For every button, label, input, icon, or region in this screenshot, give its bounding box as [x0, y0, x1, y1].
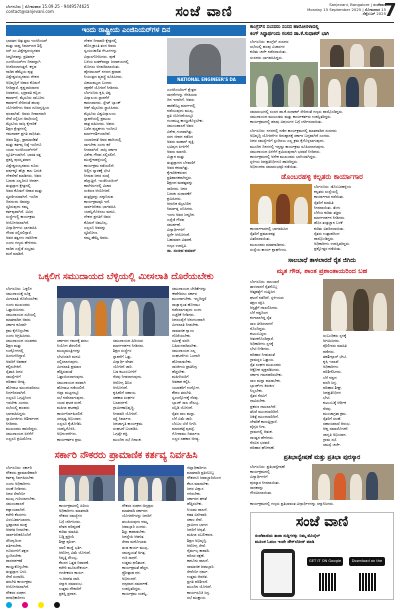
photo-person: [95, 301, 107, 336]
photo-person: [303, 77, 314, 107]
stage-banner: [118, 465, 184, 476]
page-number: 7: [384, 2, 397, 20]
photo-person: [350, 474, 362, 500]
story4-column-1: ಬೆಂಗಳೂರು: ಒಕ್ಕಲಿಗ ಸಮುದಾಯಕ್ಕೆ ಸೂಕ್ತ ಮೀಸಲಾತಿ ದೊರೆಯಬೇಕು ಎಂದು ಮುಖಂಡರು ಒತ್ತಾಯಿಸಿದರು. ಸಮುದಾಯದ ಸಭೆಯಲ್ಲಿ ಮಾತನಾಡಿದ ಅವರು ಸರ್ಕಾರ ಕೂಡಲೇ ಕ್ರಮ ಕೈಗೊಳ್ಳಬೇಕು ಎಂದು ಆಗ್ರಹಿಸಿದರು. ಸಮುದಾಯದ ಯುವಕರು ಶಿಕ್ಷಣ ಮತ್ತು ಉದ್ಯೋಗದಲ್ಲಿ ಹಿಂದುಳಿದಿದ್ದಾರೆ. ಅವರಿಗೆ ಅವಕಾಶ ಕಲ್ಪಿಸಬೇಕಿದೆ. ರೈತಾಪಿ ಜನರ ಸಮಸ್ಯೆಗಳಿಗೆ ಪರಿಹಾರ ಅಗತ್ಯ. ಹೋರಾಟ ಮುಂದುವರಿಸಲು ನಿರ್ಧರಿಸಲಾಗಿದೆ. ಎಲ್ಲರೂ ಒಗ್ಗಟ್ಟಿನಿಂದ ಇರಬೇಕು ಎಂದರು. ಸಭೆಯಲ್ಲಿ ಹಲವರು ಭಾಗವಹಿಸಿದ್ದರು. ಸ್ವಾಮೀಜಿಗಳು ಆಶೀರ್ವಚನ ನೀಡಿದರು. ಮುಖಂಡರು ಹಾಜರಿದ್ದರು. ಸಮುದಾಯದ ಏಳಿಗೆಗೆ ಎಲ್ಲರೂ ಶ್ರಮಿಸೋಣ.: [6, 286, 40, 442]
story5-photo: [323, 279, 394, 331]
story6-photo-2: [118, 465, 184, 501]
story4-photo: [57, 286, 169, 336]
photo-person: [364, 78, 377, 107]
story6-column-1: ಬೆಂಗಳೂರು: ಸರ್ಕಾರಿ ನೌಕರರು ಪ್ರಾಮಾಣಿಕವಾಗಿ ಕರ್ತವ್ಯ ನಿರ್ವಹಿಸಬೇಕು ಎಂದು ಅಧಿಕಾರಿಗಳು ಸಲಹೆ ನೀಡಿದರು. ಜನರ ಸೇವೆಯೇ ಮುಖ್ಯ ಗುರಿಯಾಗಬೇಕು. ಸಮಯಪಾಲನೆ ಕಡ್ಡಾಯವಾಗಿದೆ. ಕಚೇರಿ ಕೆಲಸಗಳು ವಿಳಂಬವಾಗಬಾರದು. ಭ್ರಷ್ಟಾಚಾರ ಮುಕ್ತ ಆಡಳಿತ ನೀಡಬೇಕು. ಸಾರ್ವಜನಿಕರೊಂದಿಗೆ ಸೌಜನ್ಯದಿಂದ ವರ್ತಿಸಬೇಕು. ದೂರುಗಳಿಗೆ ತಕ್ಷಣ ಸ್ಪಂದಿಸಬೇಕು. ಪಾರದರ್ಶಕತೆ ಕಾಯ್ದುಕೊಳ್ಳಬೇಕು. ತಂತ್ರಜ್ಞಾನ ಬಳಸಿ ಸೇವೆ ಸುಧಾರಿಸಿ. ತರಬೇತಿ ಕಾರ್ಯಕ್ರಮ ಆಯೋಜಿಸಲಾಗಿದೆ. ನೌಕರರ ಸಂಘದ ಪದಾಧಿಕಾರಿಗಳು: [6, 465, 37, 600]
ad-logo: ಸಂಜೆ ವಾಣಿ: [295, 514, 349, 530]
photo-person: [143, 302, 155, 336]
story1-column-1: ಭಾರತದ ಅತ್ಯುತ್ತಮ ಇಂಜಿನಿಯರ್ ಮತ್ತು ರಾಷ್ಟ್ರ ನಿರ್ಮಾಣದ ಶಿಲ್ಪಿ ಸರ್ ಎಂ.ವಿಶ್ವೇಶ್ವರಯ್ಯನವರ ಜನ್ಮದಿನವನ್ನು ಪ್ರತಿವರ್ಷ ಎಂಜಿನಿಯರ್‌ಗಳ ದಿನವನ್ನಾಗಿ ಆಚರಿಸಲಾಗುತ್ತದೆ. ಕನ್ನಡ ನಾಡಿನ ಹೆಮ್ಮೆಯ ಪುತ್ರ ವಿಶ್ವೇಶ್ವರಯ್ಯನವರು ದೇಶದ ಅಭಿವೃದ್ಧಿಗೆ ಅಪಾರ ಕೊಡುಗೆ ನೀಡಿದ್ದಾರೆ. ಕೃಷ್ಣರಾಜಸಾಗರ ಜಲಾಶಯ, ಭದ್ರಾವತಿ ಕಬ್ಬಿಣ ಕಾರ್ಖಾನೆ, ಮೈಸೂರು ಸಾಬೂನು ಕಾರ್ಖಾನೆ ಸೇರಿದಂತೆ ಹಲವು ಯೋಜನೆಗಳು ಅವರ ದೂರದೃಷ್ಟಿಯ ಫಲವಾಗಿವೆ. ಅವರು ದೀವಾನರಾಗಿ ಸೇವೆ ಸಲ್ಲಿಸಿದ ಅವಧಿಯಲ್ಲಿ ಮೈಸೂರು ರಾಜ್ಯ ಕೈಗಾರಿಕೆ ಶಿಕ್ಷಣ ಕ್ಷೇತ್ರಗಳಲ್ಲಿ ಗಮನಾರ್ಹ ಪ್ರಗತಿ ಸಾಧಿಸಿತು. ಅವರ ಶಿಸ್ತು, ಪ್ರಾಮಾಣಿಕತೆ ಮತ್ತು ಕರ್ತವ್ಯ ನಿಷ್ಠೆ ಇಂದಿಗೂ ಯುವ ಇಂಜಿನಿಯರ್‌ಗಳಿಗೆ ಸ್ಫೂರ್ತಿಯಾಗಿದೆ. ಭಾರತ ರತ್ನ ಪ್ರಶಸ್ತಿ ಪುರಸ್ಕೃತರಾದ ವಿಶ್ವೇಶ್ವರಯ್ಯನವರು ನೂರು ವರ್ಷಕ್ಕೂ ಹೆಚ್ಚು ಕಾಲ ಬದುಕಿ ದೇಶಸೇವೆ ಮಾಡಿದರು. ಅವರ ಬದುಕು ಎಲ್ಲರಿಗೂ ಆದರ್ಶ. ತಂತ್ರಜ್ಞಾನ ಕ್ಷೇತ್ರದಲ್ಲಿ ಅವರ ಕೊಡುಗೆ ಅಪಾರ ಮತ್ತು ಸ್ಮರಣೀಯವಾಗಿದೆ. ಇಂದಿನ ದಿನದಂದು ಅವರನ್ನು ಸ್ಮರಿಸುವುದು ನಮ್ಮ ಕರ್ತವ್ಯವಾಗಿದೆ. ವಿವಿಧ ಸಂಸ್ಥೆಗಳಲ್ಲಿ ಕಾರ್ಯಕ್ರಮ ಆಯೋಜಿಸಲಾಗಿದೆ. ವಿದ್ಯಾರ್ಥಿಗಳು ಭಾಗವಹಿಸಿ ಗೌರವ ಸಲ್ಲಿಸಲಿದ್ದಾರೆ. ಅವರ ತತ್ವಗಳು ದಾರಿದೀಪ ಎಂದು ಗಣ್ಯರು ಹೇಳಿದರು. ನಾಡಿನ ಎಲ್ಲೆಡೆ ಸಂಭ್ರಮ ಮನೆ ಮಾಡಿದೆ.: [6, 38, 50, 256]
photo-person: [258, 196, 272, 224]
google-play-button[interactable]: GET IT ON Google Play: [308, 559, 342, 572]
photo-person: [272, 74, 284, 107]
qr-code-icon: [359, 573, 377, 591]
story1-column-3: ಎಂಜಿನಿಯರಿಂಗ್ ಕ್ಷೇತ್ರದ ಸಾಧನೆಗಳನ್ನು ನೆನಪಿಸುವ ದಿನ ಇದಾಗಿದೆ. ಅವರು ಹಾಕಿಕೊಟ್ಟ ಮಾರ್ಗದಲ್ಲಿ ನಡೆಯುವುದು ಮುಖ್ಯ. ಪ್ರತಿ ಯೋಜನೆಯಲ್ಲೂ ಗುಣಮಟ್ಟ ಕಾಯ್ದುಕೊಳ್ಳಬೇಕು. ಸಮಯಪಾಲನೆ ಅವರ ವಿಶೇಷ ಗುಣವಾಗಿತ್ತು. ಸರಳ ಜೀವನ ನಡೆಸಿದ ಅವರು ಮಹಾನ್ ವ್ಯಕ್ತಿ. ಭವಿಷ್ಯದ ಪೀಳಿಗೆಗೆ ಅವರು ಮಾದರಿ. ವಿಜ್ಞಾನ ಮತ್ತು ತಂತ್ರಜ್ಞಾನದ ಬೆಳವಣಿಗೆ ಅವರ ಕನಸಾಗಿತ್ತು. ಕೈಗಾರಿಕೀಕರಣದ ಪ್ರತಿಪಾದಕರಾಗಿದ್ದರು. ಶಿಕ್ಷಣದ ಮಹತ್ವವನ್ನು ಸಾರಿದರು. ಜನರ ಬದುಕು ಸುಧಾರಣೆಗೆ ಶ್ರಮಿಸಿದರು. ಆಧುನಿಕ ಮೈಸೂರಿನ ನಿರ್ಮಾತೃ ಎನಿಸಿದರು. ಇಂದು ಅವರ ಜನ್ಮದಿನ. ಎಲ್ಲೆಡೆ ಗೌರವ ಸಮರ್ಪಣೆ. ವಿದ್ಯಾರ್ಥಿಗಳಿಗೆ ಸ್ಪರ್ಧೆ ಆಯೋಜನೆ. ಬಹುಮಾನ ವಿತರಣೆ. ಗಣ್ಯರ ಉಪಸ್ಥಿತಿ. ಡಾ. ಸಂಜೀವ ಕುಮಾರ್: [167, 87, 246, 270]
story6-headline: ಸರ್ಕಾರಿ ನೌಕರರು ಪ್ರಾಮಾಣಿಕ ಕರ್ತವ್ಯ ನಿರ್ವಹಿಸಿ: [6, 449, 246, 463]
story2-photo-1: [320, 39, 394, 67]
story3-column-right: ಬೆಂಗಳೂರು: ಡೊಂಬರಹಳ್ಳಿಯ ಕಲ್ಪತರು ಸಂಸ್ಥೆಯಲ್ಲಿ ಕಾರ್ಯಾಗಾರ ನಡೆಯಿತು. ರೈತರಿಗೆ ಮಾಹಿತಿ ನೀಡಲಾಯಿತು. ತೆಂಗು ಬೆಳೆಯ ಕುರಿತು ತಜ್ಞರು ಮಾರ್ಗದರ್ಶನ ನೀಡಿದರು. ಹೊಸ ತಂತ್ರಜ್ಞಾನ ಬಳಕೆ ಕುರಿತು ವಿವರಿಸಲಾಯಿತು. ರೈತರು ಉತ್ಸಾಹದಿಂದ ಪಾಲ್ಗೊಂಡಿದ್ದರು. ಅಧಿಕಾರಿಗಳು ಉಪಸ್ಥಿತರಿದ್ದರು. ಪ್ರಶ್ನೋತ್ತರ ನಡೆಯಿತು.: [314, 184, 351, 252]
photo-person: [111, 299, 123, 336]
magenta-mark: [22, 602, 28, 608]
qr-code-icon: [319, 573, 337, 591]
ad-line-1: ಸಂಜೆವಾಣಿಯ ತಾಜಾ ಸುದ್ದಿಗಳನ್ನು ನಿಮ್ಮ ಮೊಬೈಲ್: [255, 533, 321, 538]
story1-headline: ಇಂದು ರಾಷ್ಟ್ರೀಯ ಎಂಜಿನಿಯರ್‌ಗಳ ದಿನ: [6, 25, 246, 36]
story3-headline: ಡೊಂಬರಹಳ್ಳಿ ಕಲ್ಪತರು ಕಾರ್ಯಾಗಾರ: [250, 172, 394, 182]
photo-person: [353, 289, 369, 331]
photo-person: [373, 293, 387, 331]
black-mark: [54, 602, 60, 608]
photo-person: [127, 301, 139, 336]
photo-person: [366, 472, 378, 500]
photo-person: [350, 44, 364, 67]
photo-person: [152, 478, 162, 501]
story3-photo: [250, 184, 312, 224]
story3-column-left: ಕಾರ್ಯಾಗಾರದಲ್ಲಿ ಭಾಗವಹಿಸಿದ ರೈತರಿಗೆ ಪ್ರಮಾಣಪತ್ರ ವಿತರಿಸಲಾಯಿತು. ಮುಖಂಡರು ಮಾತನಾಡಿದರು. ಸಂಸ್ಥೆಯ ಕಾರ್ಯ ಶ್ಲಾಘನೀಯ.: [250, 226, 288, 252]
story2-kicker: ಕಾಂಗ್ರೆಸ್‌ನ ಸಂಸದರು ಸಂಸದ ಹಾರೋಬಿಳಾದಲ್ಲಿ: [250, 25, 319, 30]
story4-headline: ಒಕ್ಕಲಿಗ ಸಮುದಾಯದ ಬೆಳ್ಳಿಯಲ್ಲಿ ಮೀಸಲಾತಿ ದೊರೆಯಬೇಕು: [6, 271, 246, 284]
photo-person: [166, 477, 176, 501]
masthead-rule: [6, 22, 394, 23]
photo-person: [79, 476, 89, 501]
story6-column-3: ನೌಕರರ ಸಂಘದ ಅಧ್ಯಕ್ಷರು ಮಾತನಾಡಿ ಸರ್ಕಾರದ ಯೋಜನೆಗಳನ್ನು ಜನರಿಗೆ ತಲುಪಿಸುವುದು ನಮ್ಮ ಜವಾಬ್ದಾರಿ ಎಂದರು. ಶಿಸ್ತು ಕಾಪಾಡಬೇಕು. ಜನಸ್ನೇಹಿ ಆಡಳಿತ. ಸೇವಾ ಮನೋಭಾವ. ತಂಡ ಕಾರ್ಯ ಮುಖ್ಯ. ಸಮನ್ವಯತೆ ಅಗತ್ಯ. ಗುರಿ ಸಾಧನೆ. ಉತ್ತಮ ಫಲಿತಾಂಶ. ಕಾರ್ಯಕ್ಷಮತೆ ಹೆಚ್ಚಳ. ಪ್ರೋತ್ಸಾಹ ಧನ. ಅಭಿನಂದನೆ. ಧನ್ಯವಾದ ಸಮರ್ಪಣೆ. ಉಪಸ್ಥಿತರಿದ್ದರು. ಕಾರ್ಯಕ್ರಮ ಯಶಸ್ವಿ.: [122, 503, 154, 597]
story7-headline: ಪ್ರತಿಭಾನ್ವೇಷಣೆ ಮತ್ತು ಪ್ರತಿಭಾ ಪುರಸ್ಕಾರ: [283, 454, 361, 461]
photo-person: [331, 291, 347, 331]
story6-photo-1: [59, 465, 115, 501]
masthead-right: [300, 3, 386, 17]
story7-photo: [312, 464, 394, 500]
app-store-button[interactable]: Download on the App Store: [349, 557, 385, 566]
masthead-contact: ಬೆಂಗಳೂರು | ಸೋಮವಾರ 15.09.25 - 9449574625: [6, 4, 90, 9]
story5-headline: ಸಾಲಬಾಧೆ ತಾಳಲಾರದೆ ರೈತ ಜಿಗಿದು: [250, 256, 394, 266]
yellow-mark: [38, 602, 44, 608]
story1-byline: ಡಾ. ಸಂಜೀವ ಕುಮಾರ್: [167, 247, 196, 253]
story5-headline-2: ಮೃತ ಗೌಡ, ಶಾಂತ ಪ್ರಶಾಂತಾಯರಿಂದ ಬಹ: [276, 267, 368, 275]
story2-body: ಬೆಂಗಳೂರು: ನಗರದಲ್ಲಿ ನಡೆದ ಕಾರ್ಯಕ್ರಮದಲ್ಲಿ ಮಾತನಾಡಿದ ಸಂಸದರು ಅಭಿವೃದ್ಧಿ ಯೋಜನೆಗಳ ಅನುಷ್ಠಾನಕ್ಕೆ ಸರ್ಕಾರ ಬದ್ಧವಾಗಿದೆ ಎಂದರು. ಜನರ ಸಮಸ್ಯೆಗಳಿಗೆ ಸ್ಪಂದಿಸಲು ಎಲ್ಲ ಕ್ರಮ ಕೈಗೊಳ್ಳಲಾಗುವುದು. ಮುಂದಿನ ದಿನಗಳಲ್ಲಿ ಇನ್ನಷ್ಟು ಕಾರ್ಯಕ್ರಮ ರೂಪಿಸಲಾಗುವುದು. ಸಮುದಾಯದ ಏಳಿಗೆಗೆ ಶ್ರಮಿಸುವುದಾಗಿ ಭರವಸೆ ನೀಡಿದರು. ಕಾರ್ಯಕ್ರಮದಲ್ಲಿ ಅನೇಕ ಮುಖಂಡರು ಭಾಗಿಯಾಗಿದ್ದರು. ಸ್ಥಳೀಯ ಜನಪ್ರತಿನಿಧಿಗಳೂ ಹಾಜರಿದ್ದರು. ಅಭಿನಂದನಾ ಸಮಾರಂಭವೂ ನಡೆಯಿತು.: [250, 128, 337, 170]
photo-person: [288, 75, 300, 107]
photo-person: [93, 477, 103, 501]
story2-headline: ಕಿಂಗ್ ಸಿದ್ಧಾರ್ಥಂದು ಸಂಸದ ಡಾ.ಕೆ.ಸುಧಾಕರ್ ಭಾಗಿ: [250, 32, 330, 37]
photo-person: [79, 300, 91, 336]
story4-column-3: ಸಮುದಾಯದ ಹಿರಿಯರು ಮಾರ್ಗದರ್ಶನ ನೀಡಿದರು. ಶಿಕ್ಷಣ ಸಂಸ್ಥೆಗಳ ಸ್ಥಾಪನೆಗೆ ಒತ್ತು. ವಿದ್ಯಾರ್ಥಿ ವೇತನ ಯೋಜನೆ ಜಾರಿ. ಬಡ ಕುಟುಂಬಗಳಿಗೆ ನೆರವು ನೀಡಲಾಗುವುದು. ಆರೋಗ್ಯ ಶಿಬಿರ ಆಯೋಜನೆ. ಕೃಷಿಕರಿಗೆ ಸಹಾಯ. ಸಹಕಾರ ಸಂಘಗಳ ಬಲವರ್ಧನೆ. ಗ್ರಾಮೀಣಾಭಿವೃದ್ಧಿ. ನೀರಾವರಿ ಯೋಜನೆ. ರಸ್ತೆ ನಿರ್ಮಾಣ. ಜನಜಾಗೃತಿ ಕಾರ್ಯಕ್ರಮ. ಸಂಘಟನೆ ಬಲಪಡಿಸಿ. ಒಗ್ಗಟ್ಟೇ ಶಕ್ತಿ. ಮುಂದಿನ ಸಭೆ ದಿನಾಂಕ.: [113, 338, 145, 442]
photo-person: [276, 194, 290, 224]
ad-line-2: ಮೂಲಕ ಓದಲು ಇಂದೇ ಡೌನ್‌ಲೋಡ್ ಮಾಡಿ: [255, 539, 315, 544]
photo-person: [294, 197, 308, 224]
photo-person: [334, 473, 346, 500]
story5-column-2: ಸಂಬಂಧಿಕರು ಸ್ಥಳಕ್ಕೆ ಆಗಮಿಸಿದರು. ಪೊಲೀಸರು ಮಾಹಿತಿ ಪಡೆದರು. ತಹಶೀಲ್ದಾರ್ ಭೇಟಿ. ಕೃಷಿ ಇಲಾಖೆ ಅಧಿಕಾರಿಗಳು ಪರಿಶೀಲಿಸಿದರು. ಬೆಳೆ ನಷ್ಟದ ವರದಿ ಸಿದ್ಧ. ಪರಿಹಾರ ಶೀಘ್ರ. ಜನಪ್ರತಿನಿಧಿಗಳ ಭೇಟಿ. ಕುಟುಂಬಕ್ಕೆ ಆರ್ಥಿಕ ನೆರವು. ಮುಂಜಾಗ್ರತಾ ಕ್ರಮ. ರೈತರಿಗೆ ಸಲಹೆ. ಸಹಾಯವಾಣಿ ಆರಂಭ. ಆಪ್ತ ಸಮಾಲೋಚನೆ. ಜಾಗೃತಿ ಅಭಿಯಾನ. ಗ್ರಾಮ ಸಭೆ. ಸಮಸ್ಯೆ ಚರ್ಚೆ.: [323, 333, 351, 447]
masthead-logo: [148, 2, 260, 22]
phone-mockup: [261, 549, 295, 597]
story1-portrait-photo: [167, 38, 246, 84]
photo-person: [318, 474, 330, 500]
photo-person: [330, 45, 344, 67]
cyan-mark: [6, 602, 12, 608]
photo-person: [124, 478, 134, 501]
photo-person: [63, 302, 75, 336]
story2-intro: ಬೆಂಗಳೂರು: ಕಾಂಗ್ರೆಸ್ ಸಂಸದರ ಸಭೆಯಲ್ಲಿ ಹಲವು ವಿಚಾರಗಳ ಕುರಿತು ಚರ್ಚೆ ನಡೆಸಲಾಯಿತು. ಸಂಸದರು ಭಾಗವಹಿಸಿದ್ದರು.: [250, 39, 289, 60]
masthead-edition: Sanjevani, Bangalore | ಸಂಜೆವಾಣಿ: [329, 3, 386, 7]
photo-person: [328, 79, 341, 107]
stage-banner: [57, 286, 169, 298]
print-registration-marks: [6, 602, 394, 609]
story1-column-2: ದೇಶದ ನೀರಾವರಿ ಕ್ಷೇತ್ರದಲ್ಲಿ ಹೊಸ ಕ್ರಾಂತಿ ತಂದ ಅವರು ಸ್ವಯಂಚಾಲಿತ ಗೇಟುಗಳನ್ನು ವಿನ್ಯಾಸಗೊಳಿಸಿದರು. ಪುಣೆ ಬಳಿಯ ಖಡಕ್‌ವಾಸ್ಲಾ ಜಲಾಶಯದಲ್ಲಿ ಮೊದಲು ಅಳವಡಿಸಲಾಯಿತು. ಹೈದರಾಬಾದ್ ನಗರದ ಪ್ರವಾಹ ನಿಯಂತ್ರಣ ವ್ಯವಸ್ಥೆ ರೂಪಿಸಿದರು. ವಿಶಾಖಪಟ್ಟಣ ಬಂದರು ರಕ್ಷಣೆಗೆ ಯೋಜನೆ ನೀಡಿದರು. ಬೆಂಗಳೂರು ಕೃಷಿ ವಿಶ್ವ ವಿದ್ಯಾಲಯ ಸ್ಥಾಪನೆಗೆ ಕಾರಣರಾದರು. ಸ್ಟೇಟ್ ಬ್ಯಾಂಕ್ ಆಫ್ ಮೈಸೂರು ಸ್ಥಾಪಿಸಿದರು. ಮೈಸೂರು ವಿಶ್ವವಿದ್ಯಾಲಯ ಸ್ಥಾಪನೆಯಲ್ಲಿ ಪ್ರಮುಖ ಪಾತ್ರ ವಹಿಸಿದರು. ಅವರು ಬರೆದ ಪುಸ್ತಕಗಳು ಇಂದಿಗೂ ಮಾರ್ಗದರ್ಶಿಯಾಗಿವೆ. ಯುವಜನತೆ ಅವರ ಹಾದಿಯಲ್ಲಿ ಸಾಗಬೇಕು ಎಂದು ಕರೆ ನೀಡಲಾಗಿದೆ. ರಾಜ್ಯ ಸರ್ಕಾರ ವಿಶೇಷ ಗೌರವ ಸಲ್ಲಿಸಲಿದೆ. ಮುದ್ದೇನಹಳ್ಳಿಯಲ್ಲಿ ಕಾರ್ಯಕ್ರಮ ನಡೆಯಲಿದೆ. ಅಲ್ಲಿನ ಸ್ಮಾರಕಕ್ಕೆ ಭೇಟಿ ನೀಡುವ ಜನರ ಸಂಖ್ಯೆ ಹೆಚ್ಚುತ್ತಿದೆ. ಇಂಜಿನಿಯರಿಂಗ್ ಕಾಲೇಜುಗಳಲ್ಲಿ ವಿಚಾರ ಸಂಕಿರಣ ಆಯೋಜನೆ. ತಂತ್ರಜ್ಞರನ್ನು ಸನ್ಮಾನಿಸುವ ಕಾರ್ಯಕ್ರಮವೂ ಇದೆ. ಸಾರ್ವಜನಿಕರು ಭಾಗವಹಿಸಿ ಯಶಸ್ವಿಗೊಳಿಸಲು ಮನವಿ. ದೇಶದ ಪ್ರಗತಿಗೆ ಅವರ ಕೊಡುಗೆ ಅಮೂಲ್ಯ. ಎಲ್ಲರೂ ಅವರನ್ನು ಸ್ಮರಿಸೋಣ. ನಮ್ಮ ಹೆಮ್ಮೆ ಅವರು.: [84, 38, 129, 241]
portrait-caption: NATIONAL ENGINEER'S DA: [167, 76, 246, 84]
story2-photo-3: [320, 69, 394, 107]
app-download-ad[interactable]: [250, 512, 394, 600]
story4-column-4: ಸಮುದಾಯದ ಬೇಡಿಕೆಗಳನ್ನು ಈಡೇರಿಸಲು ಸರ್ಕಾರ ಮುಂದಾಗಬೇಕು. ಇಲ್ಲದಿದ್ದರೆ ರಾಜ್ಯಾದ್ಯಂತ ಹೋರಾಟ ನಡೆಸಲಾಗುವುದು ಎಂದು ಎಚ್ಚರಿಕೆ ನೀಡಿದರು. ಜನಸಂಖ್ಯೆಗೆ ಅನುಗುಣವಾಗಿ ಮೀಸಲಾತಿ ನೀಡಬೇಕು. ಸಾಮಾಜಿಕ ನ್ಯಾಯ ದೊರೆಯಬೇಕು. ಸಮೀಕ್ಷೆ ವರದಿ ಬಹಿರಂಗಪಡಿಸಬೇಕು. ಸಮುದಾಯದ ಎಲ್ಲ ಸಂಘಟನೆಗಳು ಒಂದಾಗಿ ಹೋರಾಡಬೇಕು. ರಾಜಕೀಯ ಪ್ರಾತಿನಿಧ್ಯ ಹೆಚ್ಚಬೇಕು. ಮಹಿಳೆಯರಿಗೆ ಅವಕಾಶ ಕಲ್ಪಿಸಿ. ಯುವಕರಿಗೆ ಉದ್ಯೋಗ. ಕೌಶಲ ತರಬೇತಿ. ಸ್ವಉದ್ಯೋಗಕ್ಕೆ ನೆರವು. ಬ್ಯಾಂಕ್ ಸಾಲ ಸೌಲಭ್ಯ. ಸಬ್ಸಿಡಿ ಯೋಜನೆ. ರೈತರ ಸಾಲ ಮನ್ನಾ. ಬೆಳೆ ವಿಮೆ ಜಾರಿ. ಬೆಂಬಲ ಬೆಲೆ ನಿಗದಿ. ಮಾರುಕಟ್ಟೆ ವ್ಯವಸ್ಥೆ. ಗೋದಾಮು ನಿರ್ಮಾಣ. ಎಲ್ಲರ ಸಹಕಾರ ಅಗತ್ಯ.: [172, 286, 207, 442]
photo-person: [370, 46, 384, 67]
story4-column-2: ಸರ್ಕಾರದ ಗಮನಕ್ಕೆ ತರಲು ನಿಯೋಗ ತೆರಳಲಿದೆ. ಮುಖ್ಯಮಂತ್ರಿಗಳನ್ನು ಭೇಟಿಯಾಗಿ ಮನವಿ ಸಲ್ಲಿಸಲಾಗುವುದು. ಮೀಸಲಾತಿ ಪ್ರಮಾಣ ಹೆಚ್ಚಿಸುವಂತೆ ಒತ್ತಾಯಿಸಲಾಗುವುದು. ಸಮುದಾಯದ ಪರವಾಗಿ ಹೋರಾಟ ನಡೆಯಲಿದೆ. ಜಿಲ್ಲಾ ಮಟ್ಟದಲ್ಲೂ ಸಭೆ ನಡೆಸಲಾಗುವುದು. ಯುವ ಘಟಕ ರಚನೆ. ಮಹಿಳಾ ಘಟಕವೂ ಕಾರ್ಯನಿರ್ವಹಿಸಲಿದೆ. ಸದಸ್ಯತ್ವ ಅಭಿಯಾನ. ಎಲ್ಲರೂ ಕೈಜೋಡಿಸಿ. ಯಶಸ್ವಿಗೊಳಿಸಿ. ಅಭಿನಂದನೆಗಳು. ಕಾರ್ಯಕರ್ತರ ಶ್ರಮ.: [57, 338, 89, 442]
photo-person: [65, 477, 75, 501]
story6-column-4: ಜಿಲ್ಲಾಧಿಕಾರಿಗಳು ಮಾತನಾಡಿ ಪ್ರತಿಯೊಬ್ಬ ನೌಕರನೂ ಜವಾಬ್ದಾರಿಯಿಂದ ಕೆಲಸ ಮಾಡಬೇಕು. ಜನರ ವಿಶ್ವಾಸ ಗಳಿಸಬೇಕು. ಸರ್ಕಾರದ ಘನತೆ ಹೆಚ್ಚಿಸಬೇಕು. ನಿಯಮ ಪಾಲನೆ. ಕಡತ ವಿಲೇವಾರಿ. ಸಕಾಲ ಸೇವೆ. ಗ್ರಾಮೀಣ ಭಾಗದ ಜನರಿಗೆ ಆದ್ಯತೆ. ಮಹಿಳಾ ಸಬಲೀಕರಣ. ಶಿಕ್ಷಣ ಅಭಿವೃದ್ಧಿ. ಆರೋಗ್ಯ ಸೇವೆ. ನೈರ್ಮಲ್ಯ ಕಾಪಾಡಿ. ಪರಿಸರ ರಕ್ಷಣೆ. ಕಾನೂನು ಪಾಲನೆ. ಸಾಮಾಜಿಕ ಜವಾಬ್ದಾರಿ. ಸೇವೆಯೇ ಧರ್ಮ. ಉತ್ತಮ ಆಡಳಿತ. ಪ್ರಗತಿ ಪರಿಶೀಲನೆ. ಮುಂದಿನ ಯೋಜನೆ. ಕಾರ್ಯಸೂಚಿ ಸಿದ್ಧ. ಸಭೆ ಮುಕ್ತಾಯ.: [187, 465, 221, 600]
masthead-date: Monday 15 September 2025 | ಸೋಮವಾರ 15 ಸೆಪ್ಟೆಂಬರ್ 2025: [307, 6, 386, 17]
masthead-left: [6, 4, 156, 14]
story2-caption: ಸಮಾರಂಭದಲ್ಲಿ ಸಂಸದ ಡಾ.ಕೆ.ಸುಧಾಕರ್ ಸೇರಿದಂತೆ ಗಣ್ಯರು ಪಾಲ್ಗೊಂಡಿದ್ದರು. ಸಮುದಾಯದ ಮುಖಂಡರು ಮತ್ತು ಕಾರ್ಯಕರ್ತರು ಉಪಸ್ಥಿತರಿದ್ದರು. ಕಾರ್ಯಕ್ರಮದಲ್ಲಿ ಹಲವು ವಿಷಯಗಳ ಬಗ್ಗೆ ಚರ್ಚಿಸಲಾಯಿತು.: [250, 109, 344, 125]
photo-person: [346, 77, 359, 107]
story5-column-1: ಬೆಂಗಳೂರು: ಸಾಲಬಾಧೆ ತಾಳಲಾರದೆ ರೈತನೊಬ್ಬ ಆತ್ಮಹತ್ಯೆಗೆ ಯತ್ನಿಸಿದ ಘಟನೆ ನಡೆದಿದೆ. ಸ್ಥಳೀಯರು ತಕ್ಷಣ ರಕ್ಷಿಸಿ ಆಸ್ಪತ್ರೆಗೆ ದಾಖಲಿಸಿದರು. ಬೆಳೆ ನಷ್ಟದಿಂದ ಕಂಗಾಲಾಗಿದ್ದ ರೈತ ಸಾಲ ತೀರಿಸಲಾಗದೆ ನೊಂದಿದ್ದರು. ಕುಟುಂಬಸ್ಥರು ಆತಂಕಗೊಂಡಿದ್ದಾರೆ. ಅಧಿಕಾರಿಗಳು ಸ್ಥಳಕ್ಕೆ ಭೇಟಿ ನೀಡಿದರು. ಪರಿಹಾರ ನೀಡುವಂತೆ ಗ್ರಾಮಸ್ಥರ ಒತ್ತಾಯ. ರೈತ ಸಂಘದ ಮುಖಂಡರು ಆಕ್ರೋಶ ವ್ಯಕ್ತಪಡಿಸಿದರು. ಸರ್ಕಾರ ಗಮನಹರಿಸಬೇಕು. ಸಾಲ ಮನ್ನಾ ಮಾಡಬೇಕು. ಬ್ಯಾಂಕ್‌ಗಳ ಕಿರುಕುಳ ನಿಲ್ಲಬೇಕು. ರೈತರ ನೆರವಿಗೆ ಧಾವಿಸಬೇಕು. ಪ್ರಕರಣ ದಾಖಲಾಗಿದೆ. ತನಿಖೆ ಮುಂದುವರಿದಿದೆ. ಚಿಕಿತ್ಸೆ ಮುಂದುವರಿದಿದೆ. ಚೇತರಿಕೆ ಕಾಣುತ್ತಿದ್ದಾರೆ. ವೈದ್ಯರ ನಿಗಾ. ಗ್ರಾಮದಲ್ಲಿ ಆತಂಕ. ಸಾಂತ್ವನ ಹೇಳಿದರು. ನೆರವಿನ ಭರವಸೆ. ಪರಿಹಾರ ಘೋಷಣೆ.: [250, 279, 284, 450]
story7-caption: ಕಾರ್ಯಕ್ರಮದಲ್ಲಿ ಗಣ್ಯರು ಪ್ರತಿಭಾವಂತ ವಿದ್ಯಾರ್ಥಿಗಳನ್ನು ಸನ್ಮಾನಿಸಿದರು.: [250, 501, 334, 506]
story6-column-2: ಕಾರ್ಯಕ್ರಮದಲ್ಲಿ ಹಿರಿಯ ಅಧಿಕಾರಿಗಳು ಮಾತನಾಡಿ ನೌಕರರ ಸಮಸ್ಯೆಗಳ ಬಗ್ಗೆ ಚರ್ಚಿಸಿದರು. ವೇತನ ಪರಿಷ್ಕರಣೆ ಕುರಿತು ಮಾಹಿತಿ. ಬಡ್ತಿ ಪ್ರಕ್ರಿಯೆ ಶೀಘ್ರ ಪೂರ್ಣ. ಖಾಲಿ ಹುದ್ದೆ ಭರ್ತಿ. ಆರೋಗ್ಯ ವಿಮೆ ಯೋಜನೆ. ನಿವೃತ್ತಿ ಸೌಲಭ್ಯ. ಕೆಲಸದ ಒತ್ತಡ ನಿವಾರಣೆ. ಕಚೇರಿ ಮೂಲಸೌಕರ್ಯ. ಗಣಕೀಕರಣ ಕಾರ್ಯ. ಇ-ಆಡಳಿತ ಜಾರಿ. ಸನ್ಮಾನ ಸಮಾರಂಭ. ಉತ್ತಮ ನೌಕರರಿಗೆ ಪ್ರಶಸ್ತಿ ಪ್ರದಾನ.: [59, 503, 91, 597]
stage-banner: [59, 465, 115, 475]
phone-screen: [264, 553, 292, 593]
photo-person: [256, 76, 268, 107]
story7-column-1: ಬೆಂಗಳೂರು: ಪ್ರತಿಭಾನ್ವೇಷಣೆ ಕಾರ್ಯಕ್ರಮದಲ್ಲಿ ವಿದ್ಯಾರ್ಥಿಗಳಿಗೆ ಪುರಸ್ಕಾರ ನೀಡಲಾಯಿತು. ಸಾಧಕರನ್ನು ಗೌರವಿಸಲಾಯಿತು.: [250, 464, 285, 495]
logo-text: ಸಂಜೆ ವಾಣಿ: [175, 4, 233, 20]
photo-person: [138, 477, 148, 501]
masthead-email: contact@sanjevani.com: [6, 9, 54, 14]
story2-photo-2: [250, 62, 318, 107]
